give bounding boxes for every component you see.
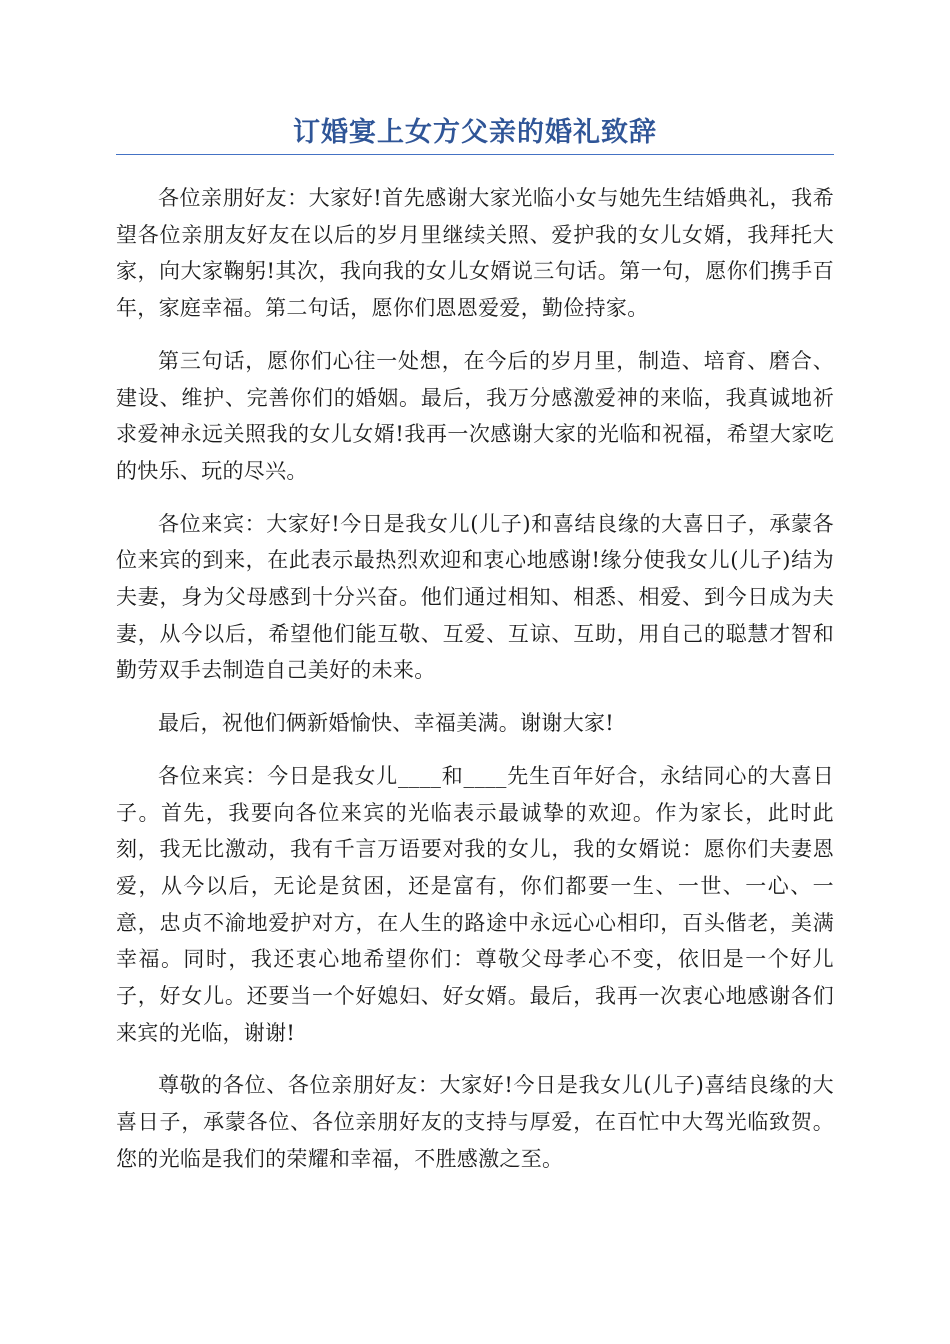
paragraph: 各位来宾：大家好!今日是我女儿(儿子)和喜结良缘的大喜日子，承蒙各位来宾的到来，在此表示最热烈欢迎和衷心地感谢!缘分使我女儿(儿子)结为夫妻，身为父母感到十分兴奋。他们通过相知、相悉、相爱、到今日成为夫妻，从今以后，希望他们能互敬、互爱、互谅、互助，用自己的聪慧才智和勤劳双手去制造自己美好的未来。 — [116, 511, 834, 683]
paragraph: 最后，祝他们俩新婚愉快、幸福美满。谢谢大家! — [158, 711, 615, 736]
document-body — [116, 180, 834, 1178]
document-page — [116, 112, 834, 1178]
paragraph: 第三句话，愿你们心往一处想，在今后的岁月里，制造、培育、磨合、建设、维护、完善你们的婚姻。最后，我万分感激爱神的来临，我真诚地祈求爱神永远关照我的女儿女婿!我再一次感谢大家的光临和祝福，希望大家吃的快乐、玩的尽兴。 — [116, 348, 834, 483]
paragraph: 尊敬的各位、各位亲朋好友：大家好!今日是我女儿(儿子)喜结良缘的大喜日子，承蒙各位、各位亲朋好友的支持与厚爱，在百忙中大驾光临致贺。您的光临是我们的荣耀和幸福，不胜感激之至。 — [116, 1073, 834, 1171]
paragraph: 各位来宾：今日是我女儿____和____先生百年好合，永结同心的大喜日子。首先，我要向各位来宾的光临表示最诚挚的欢迎。作为家长，此时此刻，我无比激动，我有千言万语要对我的女儿，我的女婿说：愿你们夫妻恩爱，从今以后，无论是贫困，还是富有，你们都要一生、一世、一心、一意，忠贞不渝地爱护对方，在人生的路途中永远心心相印，百头偕老，美满幸福。同时，我还衷心地希望你们：尊敬父母孝心不变，依旧是一个好儿子，好女儿。还要当一个好媳妇、好女婿。最后，我再一次衷心地感谢各们来宾的光临，谢谢! — [116, 763, 834, 1045]
paragraph: 各位亲朋好友：大家好!首先感谢大家光临小女与她先生结婚典礼，我希望各位亲朋友好友在以后的岁月里继续关照、爱护我的女儿女婿，我拜托大家，向大家鞠躬!其次，我向我的女儿女婿说三句话。第一句，愿你们携手百年，家庭幸福。第二句话，愿你们恩恩爱爱，勤俭持家。 — [116, 186, 834, 321]
title-underline — [116, 154, 834, 155]
document-title: 订婚宴上女方父亲的婚礼致辞 — [293, 117, 657, 148]
